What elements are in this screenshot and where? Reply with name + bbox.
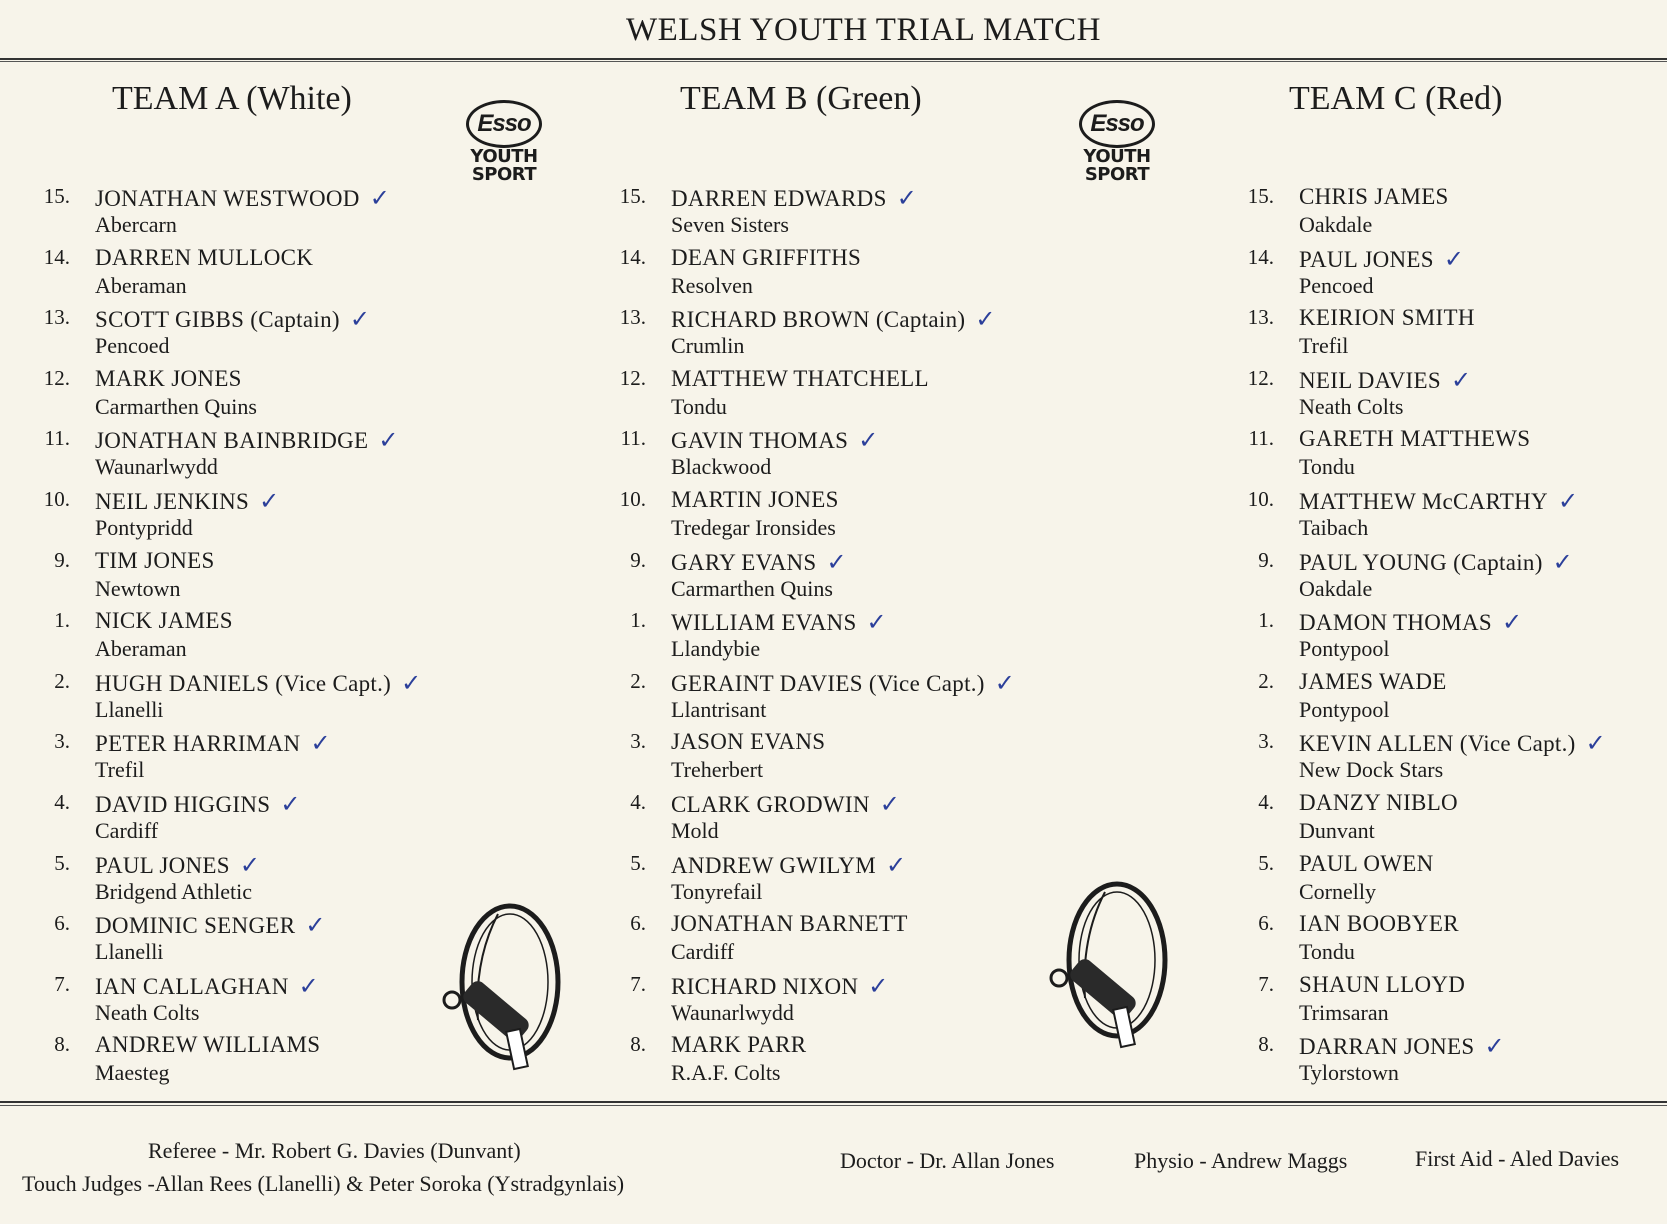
player-name [95,911,326,939]
logo-line-youth: YOUTH [1083,146,1151,167]
player-name-text: DOMINIC SENGER [95,913,296,939]
player-name [671,972,889,1000]
esso-logo-icon: Esso [1079,100,1155,148]
player-number: 14. [43,244,70,269]
player-name [671,184,917,212]
handwritten-check-icon: ✓ [879,789,901,818]
player-club: Carmarthen Quins [671,575,833,601]
player-club: Pontypool [1299,696,1390,722]
player-club: Tylorstown [1299,1060,1399,1086]
player-name-text: NICK JAMES [95,608,233,634]
player-name [95,548,215,574]
rugby-ball-whistle-icon [1045,878,1185,1058]
player-number: 1. [1258,608,1274,633]
top-rule-thin [0,61,1667,62]
player-number: 2. [1258,668,1274,693]
player-club: New Dock Stars [1299,757,1444,783]
player-club: Trefil [1299,333,1349,359]
player-number: 2. [54,668,70,693]
player-number: 10. [1247,486,1274,511]
handwritten-check-icon: ✓ [1557,486,1579,515]
player-club: Tredegar Ironsides [671,514,836,540]
player-name [1299,366,1471,394]
player-club: Neath Colts [95,999,200,1025]
player-club: Aberaman [95,636,187,662]
referee-line: Referee - Mr. Robert G. Davies (Dunvant) [148,1138,521,1163]
player-number: 13. [619,305,646,330]
handwritten-check-icon: ✓ [866,608,887,637]
player-number: 4. [1258,789,1274,814]
player-name-text: ANDREW WILLIAMS [95,1032,321,1058]
player-name [95,184,390,212]
player-club: Maesteg [95,1060,170,1086]
player-name-text: MATTHEW McCARTHY [1299,488,1548,514]
player-name [95,972,319,1000]
player-name [1299,548,1573,576]
logo-line-sport: SPORT [1084,164,1150,185]
player-club: Resolven [671,272,753,298]
player-name-text: SHAUN LLOYD [1299,971,1466,997]
player-club: Oakdale [1299,212,1373,237]
handwritten-check-icon: ✓ [975,305,996,334]
handwritten-check-icon: ✓ [280,789,301,818]
player-number: 5. [54,850,70,875]
player-club: Newtown [95,575,181,601]
handwritten-check-icon: ✓ [826,547,847,576]
player-club: Pencoed [95,333,170,359]
handwritten-check-icon: ✓ [896,184,918,212]
player-name-text: MATTHEW THATCHELL [671,365,929,391]
player-club: Crumlin [671,333,745,359]
first-aid-line: First Aid - Aled Davies [1415,1146,1620,1171]
player-name [95,487,280,515]
player-club: Tondu [1299,454,1355,480]
handwritten-check-icon: ✓ [1501,608,1523,637]
player-name-text: HUGH DANIELS (Vice Capt.) [95,670,392,696]
player-name-text: WILLIAM EVANS [671,610,857,636]
team-a-heading: TEAM A (White) [112,80,352,117]
player-number: 6. [1258,911,1274,936]
player-name-text: ANDREW GWILYM [671,852,876,878]
player-name-text: GARETH MATTHEWS [1299,426,1531,452]
player-name-text: TIM JONES [95,547,215,573]
player-club: Cardiff [95,817,159,843]
doctor-line: Doctor - Dr. Allan Jones [840,1148,1055,1173]
player-name [1299,729,1606,757]
player-name-text: PAUL YOUNG (Captain) [1299,549,1543,575]
player-club: Neath Colts [1299,393,1404,419]
player-name-text: CLARK GRODWIN [671,791,870,817]
player-name [671,669,1015,697]
player-club: Taibach [1299,514,1369,540]
player-name-text: MARK PARR [671,1032,807,1058]
player-name [1299,1032,1505,1060]
player-club: Trefil [95,757,145,783]
player-name-text: DANZY NIBLO [1299,789,1458,815]
player-number: 8. [54,1032,70,1057]
handwritten-check-icon: ✓ [1443,244,1465,273]
player-name [1299,972,1465,998]
player-club: R.A.F. Colts [671,1060,781,1086]
player-number: 1. [630,608,646,633]
player-number: 13. [1247,305,1274,330]
player-number: 9. [630,547,646,572]
player-number: 7. [1258,971,1274,996]
player-number: 11. [620,426,646,451]
player-name [95,669,422,697]
player-name [671,851,906,879]
player-name [671,487,839,513]
player-name [1299,851,1434,877]
player-name [1299,790,1458,816]
player-name [1299,669,1447,695]
player-club: Mold [671,817,719,843]
player-club: Llantrisant [671,696,767,722]
bottom-rule [0,1101,1667,1103]
player-club: Pontypridd [95,514,193,540]
player-name [1299,426,1530,452]
player-number: 2. [630,668,646,693]
player-name-text: SCOTT GIBBS (Captain) [95,307,340,333]
player-name-text: PAUL JONES [1299,246,1434,272]
player-number: 4. [54,789,70,814]
player-club: Trimsaran [1299,999,1389,1025]
physio-line: Physio - Andrew Maggs [1134,1148,1348,1173]
player-club: Tondu [1299,939,1355,965]
player-name [95,851,260,879]
handwritten-check-icon: ✓ [994,668,1016,697]
player-club: Abercarn [95,212,177,237]
handwritten-check-icon: ✓ [310,729,331,758]
player-club: Waunarlwydd [671,999,794,1025]
player-number: 11. [44,426,70,451]
player-number: 15. [619,184,646,208]
player-club: Llanelli [95,696,164,722]
handwritten-check-icon: ✓ [1484,1032,1505,1061]
player-club: Bridgend Athletic [95,878,253,904]
player-name-text: DARREN MULLOCK [95,244,314,270]
player-name [1299,487,1578,515]
player-club: Cardiff [671,939,735,965]
player-name-text: GAVIN THOMAS [671,428,849,454]
player-number: 14. [619,244,646,269]
player-number: 3. [1258,729,1274,754]
player-name-text: IAN CALLAGHAN [95,973,289,999]
handwritten-check-icon: ✓ [239,850,261,879]
player-name-text: IAN BOOBYER [1299,911,1459,937]
player-name [95,245,313,271]
player-number: 10. [43,486,70,511]
player-name [671,245,861,271]
player-number: 5. [1258,850,1274,875]
player-club: Pencoed [1299,272,1374,298]
player-name-text: JASON EVANS [671,729,826,755]
player-number: 4. [630,789,646,814]
handwritten-check-icon: ✓ [305,911,326,940]
player-name [1299,184,1449,210]
player-name [1299,608,1522,636]
player-number: 3. [54,729,70,754]
player-number: 13. [43,305,70,330]
player-club: Tondu [671,393,727,419]
player-club: Waunarlwydd [95,454,218,480]
handwritten-check-icon: ✓ [298,971,320,1000]
player-number: 11. [1248,426,1274,451]
handwritten-check-icon: ✓ [1552,547,1574,576]
player-name [671,305,996,333]
player-name [95,426,399,454]
player-number: 9. [54,547,70,572]
player-number: 3. [630,729,646,754]
player-name-text: GERAINT DAVIES (Vice Capt.) [671,670,985,696]
player-number: 1. [54,608,70,633]
handwritten-check-icon: ✓ [858,426,879,455]
player-name [95,729,331,757]
player-number: 9. [1258,547,1274,572]
player-name [95,608,233,634]
player-number: 8. [630,1032,646,1057]
top-rule [0,58,1667,60]
player-name-text: DEAN GRIFFITHS [671,244,862,270]
player-number: 12. [619,365,646,390]
team-b-heading: TEAM B (Green) [680,80,922,117]
player-name-text: DAVID HIGGINS [95,791,271,817]
player-number: 5. [630,850,646,875]
player-name-text: MARTIN JONES [671,486,839,512]
player-club: Oakdale [1299,575,1373,601]
player-number: 7. [54,971,70,996]
handwritten-check-icon: ✓ [401,668,422,697]
player-number: 15. [1247,184,1274,208]
bottom-rule-thin [0,1105,1667,1106]
player-name [671,729,825,755]
player-name-text: GARY EVANS [671,549,817,575]
esso-youth-sport-logo [1077,100,1157,184]
player-club: Dunvant [1299,817,1375,843]
player-name-text: MARK JONES [95,365,242,391]
player-name-text: JONATHAN BARNETT [671,911,908,937]
player-name-text: NEIL JENKINS [95,488,250,514]
player-name-text: PAUL JONES [95,852,230,878]
player-number: 12. [1247,365,1274,390]
touch-judges-line: Touch Judges -Allan Rees (Llanelli) & Peter Soroka (Ystradgynlais) [22,1171,625,1196]
player-club: Llandybie [671,636,761,662]
player-name-text: DAMON THOMAS [1299,610,1492,636]
player-number: 7. [630,971,646,996]
player-number: 15. [43,184,70,208]
player-name-text: DARRAN JONES [1299,1034,1475,1060]
player-club: Carmarthen Quins [95,393,257,419]
player-name-text: RICHARD NIXON [671,973,859,999]
page-title: WELSH YOUTH TRIAL MATCH [626,12,1101,48]
player-number: 6. [54,911,70,936]
player-name [95,366,242,392]
player-club: Seven Sisters [671,212,789,237]
player-name-text: DARREN EDWARDS [671,186,887,211]
player-name [95,790,301,818]
player-name-text: PETER HARRIMAN [95,731,301,757]
esso-youth-sport-logo [464,100,544,184]
handwritten-check-icon: ✓ [885,850,907,879]
handwritten-check-icon: ✓ [1585,729,1607,758]
rugby-ball-whistle-icon [438,900,578,1080]
handwritten-check-icon: ✓ [259,486,280,515]
player-name [671,1032,806,1058]
player-name-text: CHRIS JAMES [1299,184,1449,209]
player-number: 8. [1258,1032,1274,1057]
player-number: 14. [1247,244,1274,269]
player-club: Blackwood [671,454,772,480]
player-number: 12. [43,365,70,390]
handwritten-check-icon: ✓ [349,305,371,334]
player-name [671,366,929,392]
player-name-text: JONATHAN WESTWOOD [95,186,360,211]
handwritten-check-icon: ✓ [868,971,889,1000]
player-name [671,548,847,576]
handwritten-check-icon: ✓ [1450,365,1472,394]
team-c-heading: TEAM C (Red) [1289,80,1503,117]
player-name-text: JAMES WADE [1299,668,1447,694]
player-name [1299,305,1475,331]
player-club: Tonyrefail [671,878,763,904]
player-club: Aberaman [95,272,187,298]
player-name [671,426,879,454]
player-name [1299,245,1464,273]
player-name-text: PAUL OWEN [1299,850,1434,876]
player-name [95,305,370,333]
player-name-text: JONATHAN BAINBRIDGE [95,428,369,454]
player-name-text: KEIRION SMITH [1299,305,1475,331]
esso-logo-icon: Esso [466,100,542,148]
player-name-text: NEIL DAVIES [1299,367,1441,393]
player-name [1299,911,1459,937]
player-name-text: RICHARD BROWN (Captain) [671,307,966,333]
handwritten-check-icon: ✓ [369,184,391,212]
player-number: 10. [619,486,646,511]
player-club: Pontypool [1299,636,1390,662]
player-club: Llanelli [95,939,164,965]
player-name [671,608,887,636]
logo-line-sport: SPORT [471,164,537,185]
player-number: 6. [630,911,646,936]
player-name [95,1032,320,1058]
player-name [671,790,900,818]
player-club: Cornelly [1299,878,1376,904]
player-name [671,911,908,937]
player-name-text: KEVIN ALLEN (Vice Capt.) [1299,731,1576,757]
handwritten-check-icon: ✓ [378,426,399,455]
player-club: Treherbert [671,757,764,783]
logo-line-youth: YOUTH [470,146,538,167]
